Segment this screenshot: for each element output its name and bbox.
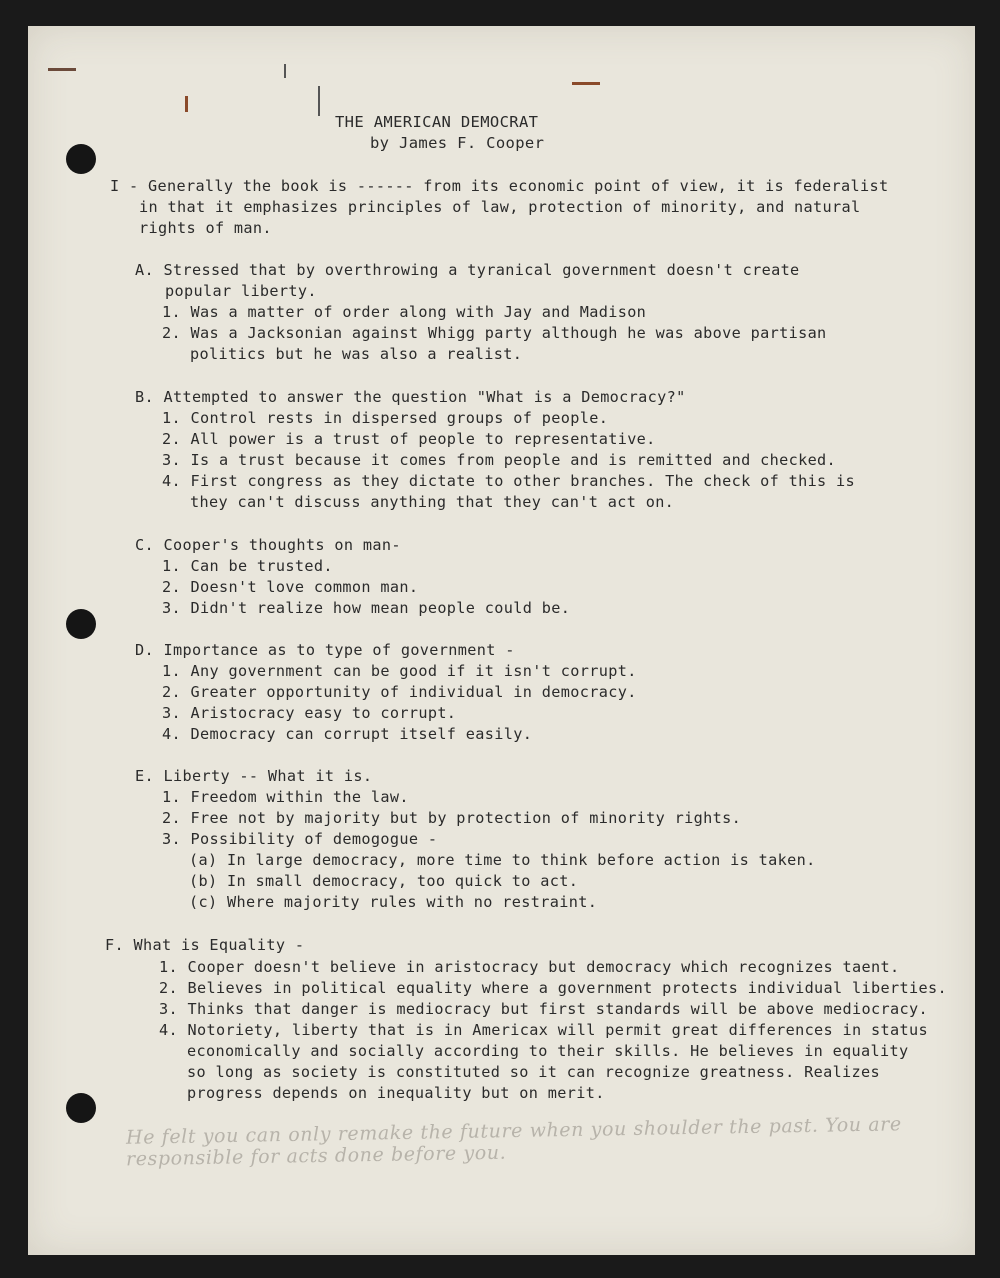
list-item: 4. Democracy can corrupt itself easily. [162,725,533,743]
sub-list-item: (b) In small democracy, too quick to act. [189,872,579,890]
list-item: 2. Free not by majority but by protection of minority rights. [162,809,742,827]
list-item: 2. Believes in political equality where a government protects individual liberties. [159,979,947,997]
list-item: 3. Thinks that danger is mediocracy but first standards will be above mediocracy. [159,1000,928,1018]
list-item: 1. Freedom within the law. [162,788,409,806]
document-byline: by James F. Cooper [370,134,545,152]
rust-mark [48,68,76,71]
sub-list-item: (c) Where majority rules with no restraint. [189,893,598,911]
binder-hole-top [66,144,96,174]
list-item: 2. Was a Jacksonian against Whigg party although he was above partisan [162,324,827,342]
rust-mark [318,86,320,116]
list-item: politics but he was also a realist. [190,345,523,363]
handwritten-note: responsible for acts done before you. [125,1141,507,1171]
rust-mark [284,64,286,78]
document-page [28,26,975,1255]
document-title: THE AMERICAN DEMOCRAT [335,113,539,131]
list-item: 1. Was a matter of order along with Jay and Madison [162,303,647,321]
list-item: so long as society is constituted so it can recognize greatness. Realizes [187,1063,881,1081]
section-d-heading: D. Importance as to type of government - [135,641,515,659]
binder-hole-bottom [66,1093,96,1123]
list-item: 4. First congress as they dictate to other branches. The check of this is [162,472,856,490]
section-b-heading: B. Attempted to answer the question "What is a Democracy?" [135,388,686,406]
list-item: they can't discuss anything that they can't act on. [190,493,675,511]
list-item: 3. Aristocracy easy to corrupt. [162,704,457,722]
section-f-heading: F. What is Equality - [105,936,305,954]
list-item: progress depends on inequality but on merit. [187,1084,605,1102]
section-e-heading: E. Liberty -- What it is. [135,767,373,785]
list-item: economically and socially according to their skills. He believes in equality [187,1042,909,1060]
list-item: 1. Control rests in dispersed groups of people. [162,409,609,427]
list-item: 3. Possibility of demogogue - [162,830,438,848]
list-item: 2. All power is a trust of people to representative. [162,430,656,448]
binder-hole-middle [66,609,96,639]
intro-line: in that it emphasizes principles of law, protection of minority, and natural [139,198,861,216]
sub-list-item: (a) In large democracy, more time to think before action is taken. [189,851,816,869]
list-item: 3. Is a trust because it comes from people and is remitted and checked. [162,451,837,469]
handwritten-note: He felt you can only remake the future when you shoulder the past. You are [125,1113,902,1149]
section-c-heading: C. Cooper's thoughts on man- [135,536,401,554]
intro-line: rights of man. [139,219,272,237]
list-item: 2. Greater opportunity of individual in democracy. [162,683,637,701]
list-item: 2. Doesn't love common man. [162,578,419,596]
section-a-heading: A. Stressed that by overthrowing a tyranical government doesn't create [135,261,800,279]
list-item: 4. Notoriety, liberty that is in Americax will permit great differences in status [159,1021,928,1039]
list-item: 1. Cooper doesn't believe in aristocracy but democracy which recognizes taent. [159,958,900,976]
intro-line: I - Generally the book is ------ from its economic point of view, it is federalist [110,177,889,195]
rust-mark [185,96,188,112]
section-a-heading: popular liberty. [165,282,317,300]
rust-mark [572,82,600,85]
list-item: 1. Can be trusted. [162,557,333,575]
list-item: 1. Any government can be good if it isn't corrupt. [162,662,637,680]
list-item: 3. Didn't realize how mean people could be. [162,599,571,617]
